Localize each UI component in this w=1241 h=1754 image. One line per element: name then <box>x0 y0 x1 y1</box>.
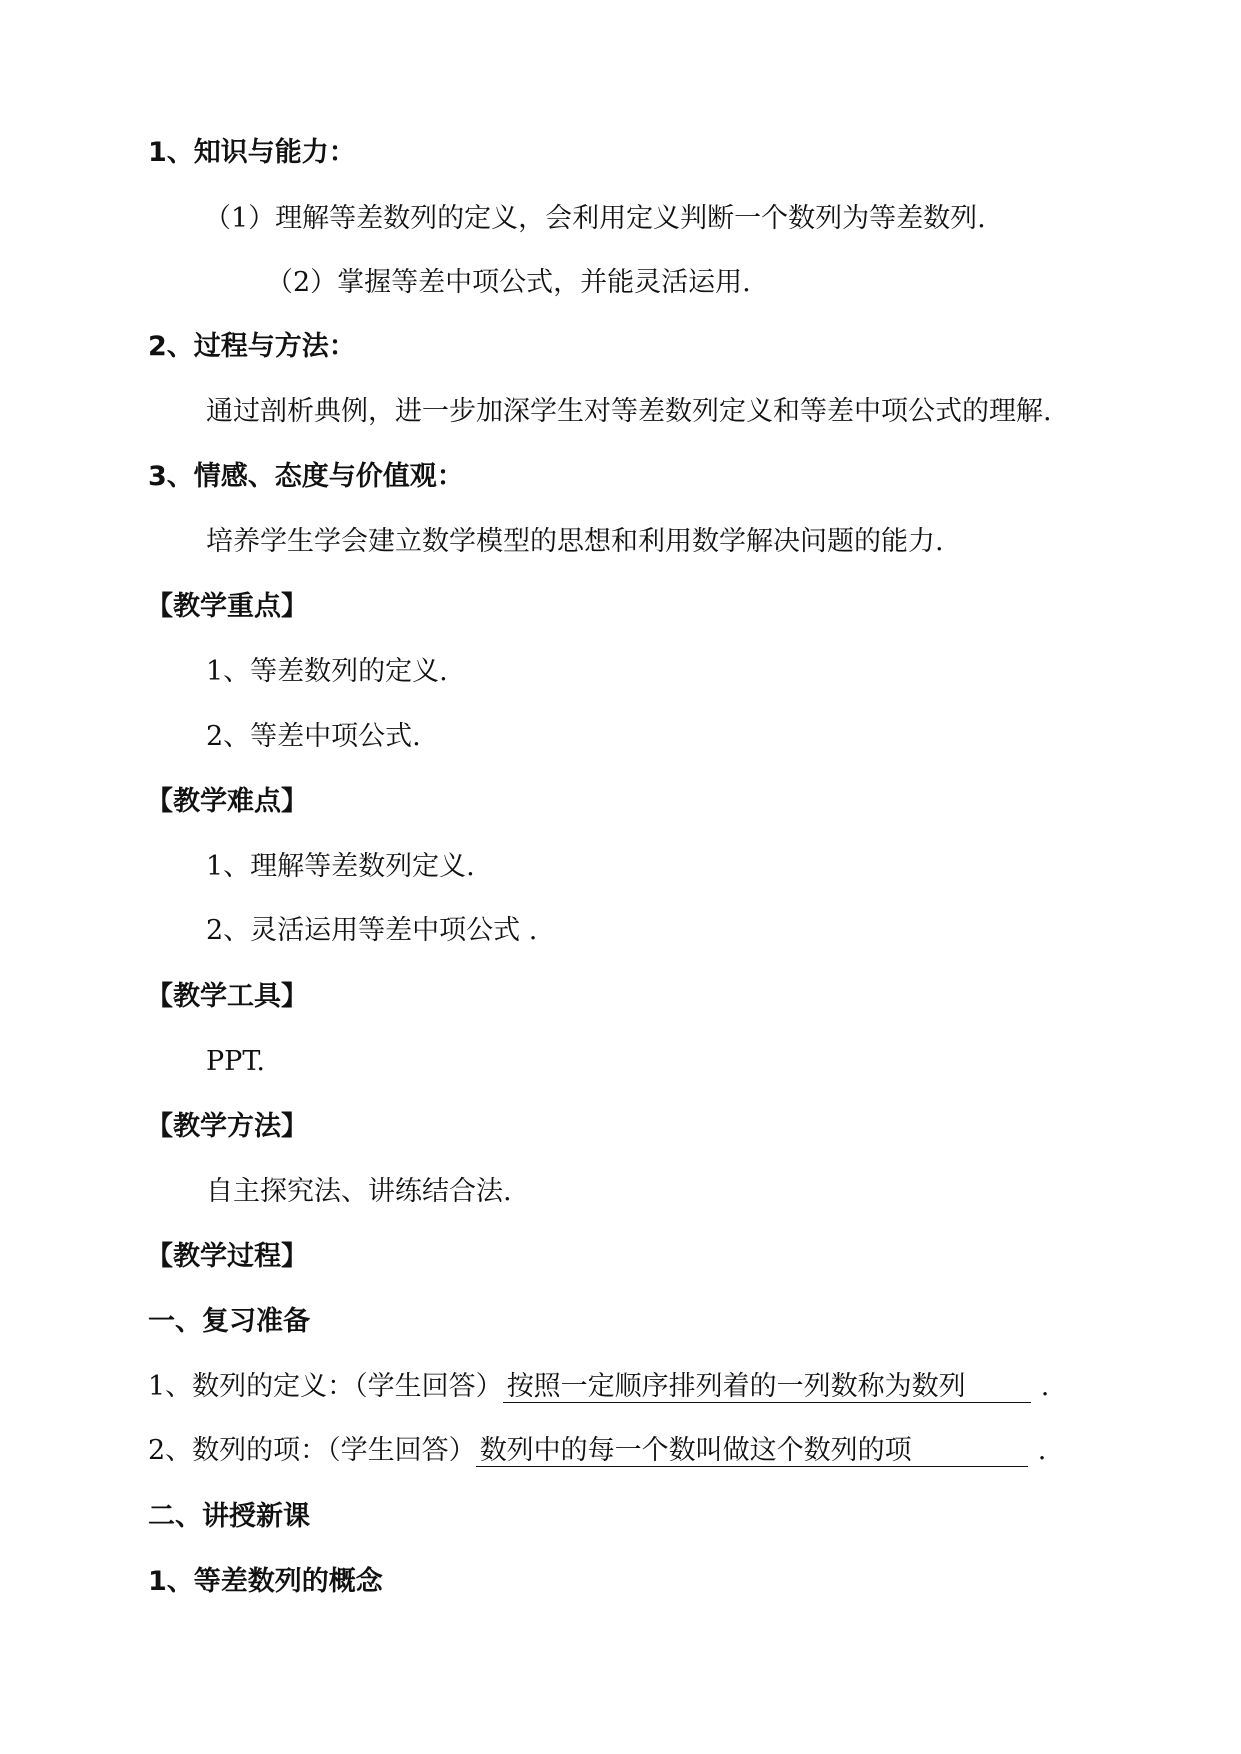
key-point-item-2: 2、等差中项公式. <box>206 721 421 752</box>
review-answer-1: 按照一定顺序排列着的一列数称为数列 <box>503 1372 1031 1403</box>
review-question-1-suffix: . <box>1040 1371 1050 1402</box>
review-answer-2: 数列中的每一个数叫做这个数列的项 <box>476 1436 1028 1467</box>
process-heading: 【教学过程】 <box>146 1241 308 1272</box>
objective-knowledge-heading: 1、知识与能力： <box>148 137 356 168</box>
difficulty-item-1: 1、理解等差数列定义. <box>206 851 475 882</box>
review-question-1-prefix: 1、数列的定义：（学生回答） <box>148 1371 503 1402</box>
objective-process-heading: 2、过程与方法： <box>148 331 356 362</box>
tools-text: PPT. <box>206 1046 265 1077</box>
key-point-item-1: 1、等差数列的定义. <box>206 656 448 687</box>
objective-process-text: 通过剖析典例，进一步加深学生对等差数列定义和等差中项公式的理解. <box>206 396 1052 427</box>
review-question-2 <box>148 1434 1046 1468</box>
difficulty-item-2: 2、灵活运用等差中项公式 . <box>206 915 538 946</box>
review-question-2-prefix: 2、数列的项：（学生回答） <box>148 1435 476 1466</box>
objective-knowledge-item-2: （2）掌握等差中项公式，并能灵活运用. <box>266 267 751 298</box>
objective-knowledge-item-1: （1）理解等差数列的定义，会利用定义判断一个数列为等差数列. <box>204 203 986 234</box>
review-heading: 一、复习准备 <box>148 1306 310 1337</box>
methods-heading: 【教学方法】 <box>146 1111 308 1142</box>
methods-text: 自主探究法、讲练结合法. <box>206 1176 512 1207</box>
review-question-2-suffix: . <box>1037 1435 1047 1466</box>
objective-emotion-heading: 3、情感、态度与价值观： <box>148 461 464 492</box>
key-points-heading: 【教学重点】 <box>146 591 308 622</box>
tools-heading: 【教学工具】 <box>146 981 308 1012</box>
new-lesson-sub-heading: 1、等差数列的概念 <box>148 1566 383 1597</box>
objective-emotion-text: 培养学生学会建立数学模型的思想和利用数学解决问题的能力. <box>206 526 944 557</box>
difficulties-heading: 【教学难点】 <box>146 786 308 817</box>
new-lesson-heading: 二、讲授新课 <box>148 1501 310 1532</box>
review-question-1 <box>148 1370 1049 1404</box>
